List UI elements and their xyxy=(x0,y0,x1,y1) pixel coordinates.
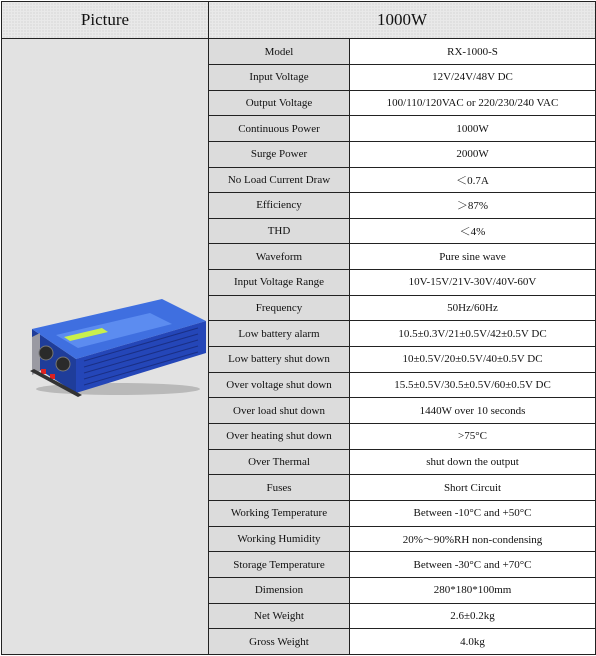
spec-key: Output Voltage xyxy=(209,90,350,116)
spec-value: 50Hz/60Hz xyxy=(350,295,596,321)
spec-key: Low battery shut down xyxy=(209,347,350,373)
spec-key: Fuses xyxy=(209,475,350,501)
spec-key: Low battery alarm xyxy=(209,321,350,347)
spec-value: >75°C xyxy=(350,424,596,450)
spec-value: ＜4% xyxy=(350,218,596,244)
spec-key: Working Humidity xyxy=(209,526,350,552)
spec-key: THD xyxy=(209,218,350,244)
spec-value: 280*180*100mm xyxy=(350,578,596,604)
spec-key: Dimension xyxy=(209,578,350,604)
spec-key: Frequency xyxy=(209,295,350,321)
spec-key: Net Weight xyxy=(209,603,350,629)
spec-key: Surge Power xyxy=(209,141,350,167)
spec-key: Working Temperature xyxy=(209,501,350,527)
spec-key: Gross Weight xyxy=(209,629,350,655)
spec-value: 12V/24V/48V DC xyxy=(350,64,596,90)
spec-key: Storage Temperature xyxy=(209,552,350,578)
picture-header: Picture xyxy=(2,2,209,39)
spec-value: Short Circuit xyxy=(350,475,596,501)
spec-key: Over heating shut down xyxy=(209,424,350,450)
product-picture-cell xyxy=(2,39,209,655)
spec-table xyxy=(1,1,596,655)
spec-value: 20%～90%RH non-condensing xyxy=(350,526,596,552)
header-row xyxy=(2,2,596,39)
spec-key: Model xyxy=(209,39,350,65)
spec-value: 10V-15V/21V-30V/40V-60V xyxy=(350,270,596,296)
spec-key: Input Voltage xyxy=(209,64,350,90)
spec-key: Continuous Power xyxy=(209,116,350,142)
spec-row xyxy=(2,39,596,65)
spec-value: 2.6±0.2kg xyxy=(350,603,596,629)
spec-key: Over voltage shut down xyxy=(209,372,350,398)
model-header: 1000W xyxy=(209,2,596,39)
spec-key: Waveform xyxy=(209,244,350,270)
spec-value: 10±0.5V/20±0.5V/40±0.5V DC xyxy=(350,347,596,373)
spec-value: 4.0kg xyxy=(350,629,596,655)
spec-value: 15.5±0.5V/30.5±0.5V/60±0.5V DC xyxy=(350,372,596,398)
spec-value: 10.5±0.3V/21±0.5V/42±0.5V DC xyxy=(350,321,596,347)
spec-value: Between -10°C and +50°C xyxy=(350,501,596,527)
inverter-image xyxy=(30,297,208,397)
spec-key: Over Thermal xyxy=(209,449,350,475)
spec-value: shut down the output xyxy=(350,449,596,475)
spec-value: Between -30°C and +70°C xyxy=(350,552,596,578)
spec-value: RX-1000-S xyxy=(350,39,596,65)
spec-value: 1440W over 10 seconds xyxy=(350,398,596,424)
spec-key: No Load Current Draw xyxy=(209,167,350,193)
spec-value: Pure sine wave xyxy=(350,244,596,270)
spec-value: ＜0.7A xyxy=(350,167,596,193)
spec-key: Input Voltage Range xyxy=(209,270,350,296)
spec-value: ＞87% xyxy=(350,193,596,219)
spec-value: 2000W xyxy=(350,141,596,167)
spec-key: Over load shut down xyxy=(209,398,350,424)
spec-key: Efficiency xyxy=(209,193,350,219)
spec-value: 100/110/120VAC or 220/230/240 VAC xyxy=(350,90,596,116)
spec-value: 1000W xyxy=(350,116,596,142)
